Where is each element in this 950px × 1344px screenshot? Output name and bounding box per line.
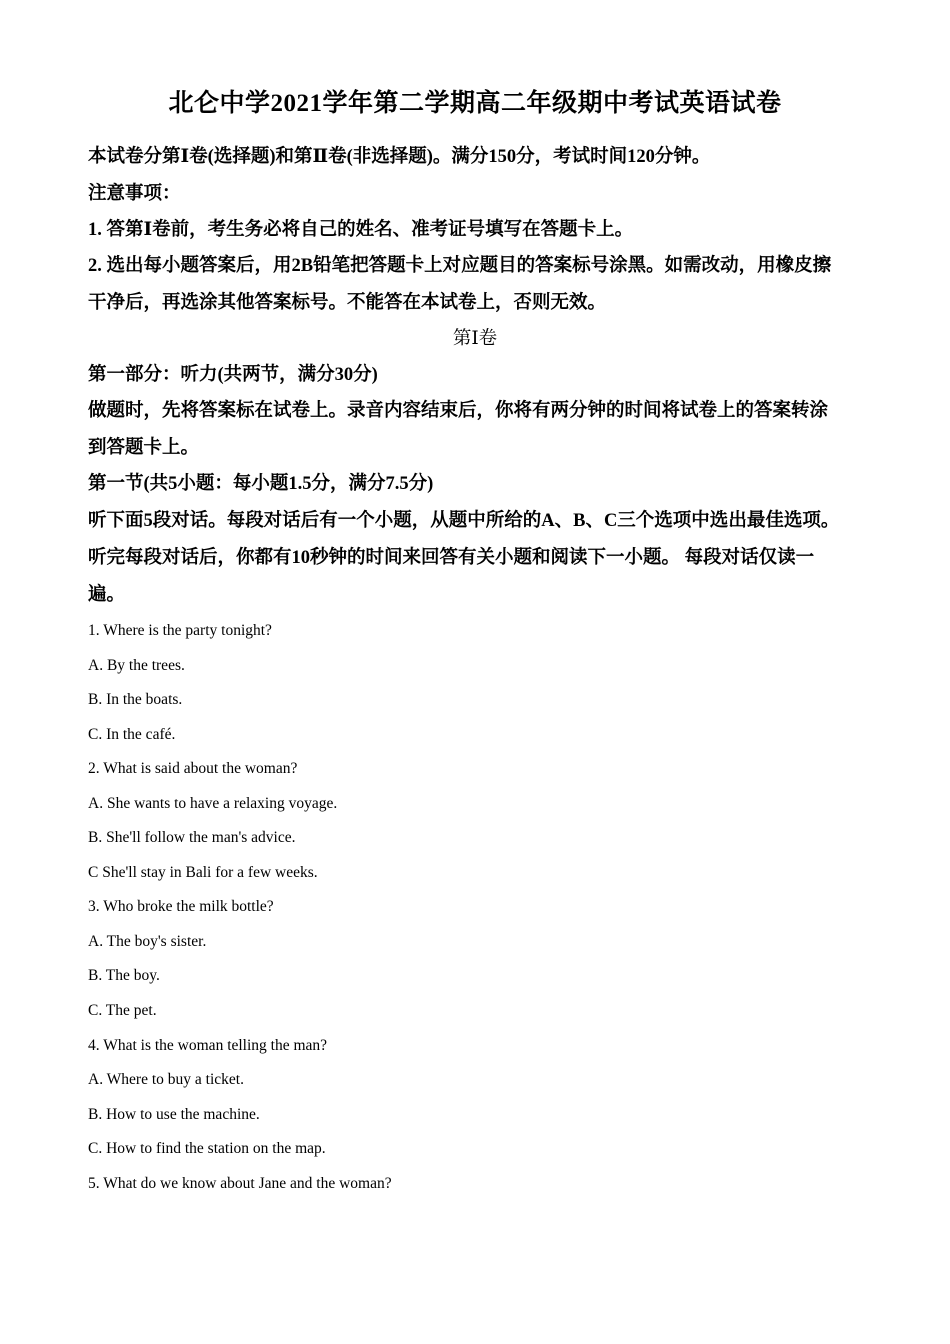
question-4-stem: 4. What is the woman telling the man?: [88, 1037, 328, 1054]
section1-line-2: 听完每段对话后，你都有10秒钟的时间来回答有关小题和阅读下一小题。 每段对话仅读一: [88, 548, 815, 568]
question-1-option-a: A. By the trees.: [88, 657, 185, 674]
intro-line: 本试卷分第Ⅰ卷(选择题)和第Ⅱ卷(非选择题)。满分150分，考试时间120分钟。: [88, 147, 711, 167]
question-4-option-a: A. Where to buy a ticket.: [88, 1071, 244, 1088]
section1-heading: 第一节(共5小题：每小题1.5分，满分7.5分): [88, 474, 434, 494]
question-4-option-b: B. How to use the machine.: [88, 1106, 260, 1123]
section1-line-3: 遍。: [88, 585, 126, 605]
question-2-option-c: C She'll stay in Bali for a few weeks.: [88, 864, 318, 881]
question-3-option-b: B. The boy.: [88, 967, 160, 984]
note-2-line-1: 2. 选出每小题答案后，用2B铅笔把答题卡上对应题目的答案标号涂黑。如需改动，用橡皮擦: [88, 256, 832, 276]
section1-line-1: 听下面5段对话。每段对话后有一个小题，从题中所给的A、B、C三个选项中选出最佳选项。: [88, 511, 840, 531]
part1-instruction-line-2: 到答题卡上。: [88, 438, 200, 458]
question-5-stem: 5. What do we know about Jane and the woman?: [88, 1175, 392, 1192]
question-2-option-a: A. She wants to have a relaxing voyage.: [88, 795, 338, 812]
volume-label: 第Ⅰ卷: [452, 329, 498, 349]
question-1-option-b: B. In the boats.: [88, 691, 183, 708]
notes-heading: 注意事项：: [88, 184, 181, 204]
note-2-line-2: 干净后，再选涂其他答案标号。不能答在本试卷上，否则无效。: [88, 293, 607, 313]
exam-title: 北仑中学2021学年第二学期高二年级期中考试英语试卷: [168, 90, 782, 117]
part1-heading: 第一部分：听力(共两节，满分30分): [88, 365, 378, 385]
question-1-option-c: C. In the café.: [88, 726, 176, 743]
question-4-option-c: C. How to find the station on the map.: [88, 1140, 326, 1157]
question-1-stem: 1. Where is the party tonight?: [88, 622, 272, 639]
question-2-option-b: B. She'll follow the man's advice.: [88, 829, 296, 846]
question-3-stem: 3. Who broke the milk bottle?: [88, 898, 274, 915]
question-3-option-a: A. The boy's sister.: [88, 933, 207, 950]
question-2-stem: 2. What is said about the woman?: [88, 760, 298, 777]
note-1: 1. 答第Ⅰ卷前，考生务必将自己的姓名、准考证号填写在答题卡上。: [88, 220, 634, 240]
part1-instruction-line-1: 做题时，先将答案标在试卷上。录音内容结束后，你将有两分钟的时间将试卷上的答案转涂: [88, 401, 829, 421]
question-3-option-c: C. The pet.: [88, 1002, 157, 1019]
